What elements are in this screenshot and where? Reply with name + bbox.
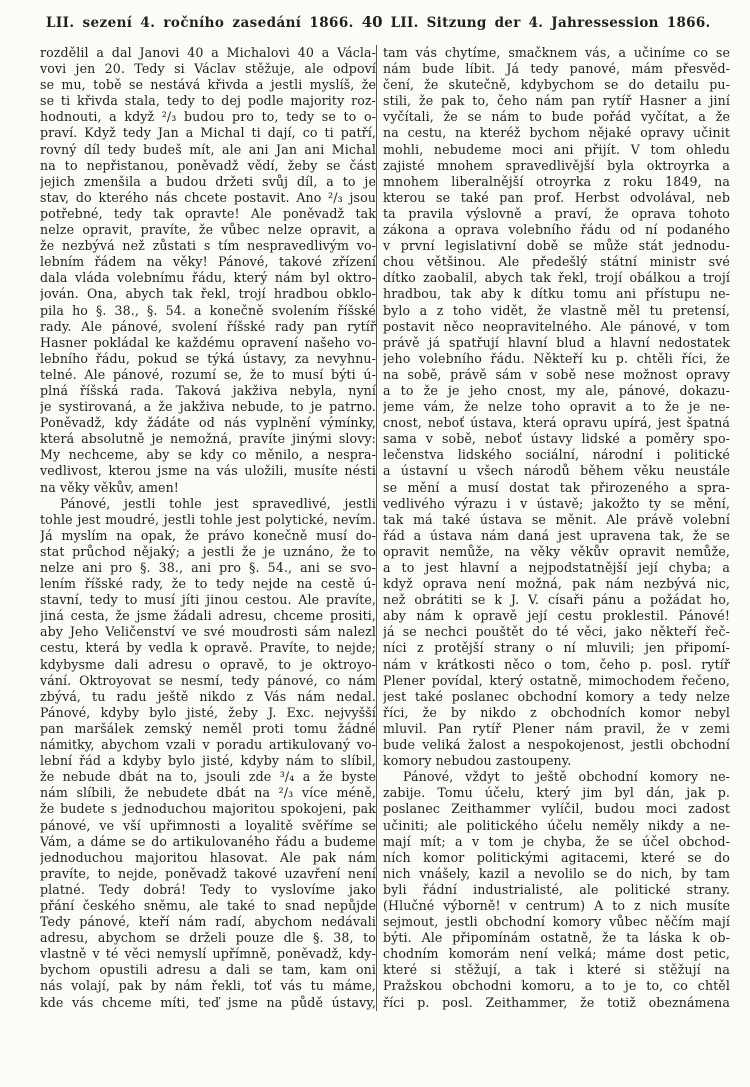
text-line: kdybysme dali adresu o opravě, to je oktroyo- <box>40 656 376 672</box>
text-line: řád a ústava nám daná jest upravena tak, že se <box>383 527 730 543</box>
text-line: Pánové, jestli tohle jest spravedlivé, jestli <box>60 495 376 511</box>
text-line: mají mít; a v tom je chyba, že se účel obchod- <box>383 833 730 849</box>
text-line: aby Jeho Veličenství ve své moudrosti sám nalezl <box>40 624 376 640</box>
text-line: praví. Když tedy Jan a Michal ti dají, co ti patří, <box>40 125 376 141</box>
text-line: vání. Oktroyovat se nesmí, tedy pánové, co nám <box>40 672 376 688</box>
text-line: rady. Ale pánové, svolení říšské rady pan rytíř <box>40 318 376 334</box>
text-line: jejich zmenšila a budou držeti svůj díl, a to je <box>40 173 376 189</box>
text-line: že nebude dbát na to, jsouli zde ³/₄ a že byste <box>40 769 376 785</box>
text-line: stili, že pak to, čeho nám pan rytíř Hasner a jiní <box>383 93 730 109</box>
text-line: lením říšské rady, že to tedy nejde na cestě ú- <box>40 576 376 592</box>
text-line: pan maršálek zemský neměl proti tomu žádné <box>40 720 376 736</box>
text-line: níci z protější strany o ní mluvili; jen připomí- <box>383 640 730 656</box>
text-line: Tedy pánové, kteří nám radí, abychom nedávali <box>40 914 376 930</box>
text-line: která absolutně je nemožná, pravíte jinými slovy: <box>40 431 376 447</box>
text-line: pánové, ve vší upřimnosti a loyalitě svěříme se <box>40 817 376 833</box>
text-line: stav, do kterého nás chcete postavit. Ano ²/₃ jsou <box>40 189 376 205</box>
text-line: a to že je jeho cnost, my ale, pánové, dokazu- <box>383 382 730 398</box>
text-line: které si stěžují, a tak i které si stěžují na <box>383 962 730 978</box>
text-line: chou většinou. Ale předešlý státní ministr své <box>383 254 730 270</box>
text-line: potřebné, tedy tak opravte! Ale poněvadž tak <box>40 205 376 221</box>
text-line: tohle jest moudré, jestli tohle jest polytické, nevím. <box>40 511 376 527</box>
text-line: jednoduchou majoritou hlasovat. Ale pak nám <box>40 849 376 865</box>
column-divider-rule <box>376 45 377 1011</box>
text-line: mnohem liberalnější otroyrka z roku 1849, na <box>383 173 730 189</box>
text-line: stavní, tedy to musí jíti jinou cestou. Ale pravíte, <box>40 592 376 608</box>
text-line: poslanec Zeithammer vylíčil, budou moci zadost <box>383 801 730 817</box>
text-line: jován. Ona, abych tak řekl, trojí hradbou obklo- <box>40 286 376 302</box>
text-line: (Hlučné výborně! v centrum) A to z nich musíte <box>383 897 730 913</box>
text-line: nich vnášely, kazil a nevolilo se do nich, by tam <box>383 865 730 881</box>
text-line: se ti křivda stala, tedy to dej podle majority roz- <box>40 93 376 109</box>
text-line: Pražskou obchodni komoru, a to je to, co chtěl <box>383 978 730 994</box>
text-line: nám v krátkosti něco o tom, čeho p. posl. rytíř <box>383 656 730 672</box>
text-line: mluvil. Pan rytíř Plener nám pravil, že v zemi <box>383 720 730 736</box>
text-line: čení, že skutečně, kdybychom se do detailu pu- <box>383 77 730 93</box>
text-line: jeho volebního řádu. Někteří ku p. chtěli říci, že <box>383 350 730 366</box>
text-line: Vám, a dáme se do artikulovaného řádu a budeme <box>40 833 376 849</box>
text-line: nelze ani pro §. 38., ani pro §. 54., ani se svo- <box>40 560 376 575</box>
text-line: právě já spatřují hlavní blud a hlavní nedostatek <box>383 334 730 350</box>
text-line: pila ho §. 38., §. 54. a konečně svolením říšské <box>40 302 376 318</box>
text-line: na sobě, právě sám v sobě nese možnost opravy <box>383 366 730 382</box>
text-line: pravíte, to nejde, poněvadž takové uzavření není <box>40 865 376 881</box>
text-line: že budete s jednoduchou majoritou spokojeni, pak <box>40 801 376 817</box>
text-line: vedlivost, kterou jsme na vás uložili, musíte nésti <box>40 463 376 479</box>
text-line: lební řád a kdyby bylo jisté, kdyby nám to slíbil, <box>40 753 376 769</box>
text-line: postavit něco neopravitelného. Ale pánové, v tom <box>383 318 730 334</box>
text-line: nám slíbili, že nebudete dbát na ²/₃ více méně, <box>40 785 376 801</box>
text-line: cnost, neboť ústava, která opravu upírá, jest špatná <box>383 415 730 431</box>
text-line: říci, že by nikdo z obchodních komor nebyl <box>383 704 730 720</box>
text-line: plná říšská rada. Taková jakživa nebyla, nyní <box>40 382 376 398</box>
text-line: v první legislativní době se může stát jednodu- <box>383 238 730 254</box>
text-line: rovný díl tedy budeš mít, ale ani Jan ani Michal <box>40 141 376 157</box>
text-line: chodním komorám není velká; máme dost petic, <box>383 946 730 962</box>
text-line: Pánové, kdyby bylo jisté, žeby J. Exc. nejvyšší <box>40 704 376 720</box>
right-text-column <box>383 45 730 1011</box>
text-line: dítko zaobalil, abych tak řekl, trojí obálkou a trojí <box>383 270 730 286</box>
text-line: než obrátiti se k J. V. císaři pánu a požádat ho, <box>383 592 730 608</box>
text-line: nelze opravit, pravíte, že vůbec nelze opravit, a <box>40 222 376 238</box>
text-line: se mu, tobě se nestává křivda a jestli myslíš, že <box>40 77 376 93</box>
text-line: Pánové, vždyt to ještě obchodní komory ne- <box>403 769 730 785</box>
text-line: opravit nemůže, na věky věkův opravit nemůže, <box>383 543 730 559</box>
page-body <box>40 45 730 1011</box>
text-line: zbývá, tu radu ještě nikdo z Vás nám nedal. <box>40 688 376 704</box>
text-line: jiná cesta, že jsme žádali adresu, chceme prositi, <box>40 608 376 624</box>
text-line: učiniti; ale politického účelu neměly nikdy a ne- <box>383 817 730 833</box>
text-line: stat průchod nějaký; a jestli že je uznáno, že to <box>40 543 376 559</box>
text-line: aby nám k opravě její cestu proklestil. Pánové! <box>383 608 730 624</box>
text-line: bude veliká žalost a nespokojenost, jestli obchodní <box>383 737 730 753</box>
text-line: bylo a z toho vidět, že vlastně měl tu pretensí, <box>383 302 730 318</box>
text-line: adresu, abychom se drželi pouze dle §. 38, to <box>40 930 376 946</box>
header-german-session-title: LII. Sitzung der 4. Jahressession 1866. <box>390 15 711 31</box>
text-line: Hasner pokládal ke každému opravení našeho vo- <box>40 334 376 350</box>
text-line: byli řádní industrialisté, ale politické strany. <box>383 881 730 897</box>
text-line: telné. Ale pánové, rozumí se, že to musí býti ú- <box>40 366 376 382</box>
text-line: Plener povídal, který ostatně, mimochodem řečeno, <box>383 672 730 688</box>
text-line: komory nebudou zastoupeny. <box>383 753 572 769</box>
text-line: sama v sobě, neboť ústavy lidské a poměry spo- <box>383 431 730 447</box>
text-line: My nechceme, aby se kdy co měnilo, a nespra- <box>40 447 376 463</box>
text-line: na to nepřistanou, poněvadž vědí, žeby se část <box>40 157 376 173</box>
text-line: hodnouti, a když ²/₃ budou pro to, tedy se to o- <box>40 109 376 125</box>
text-line: vovi jen 20. Tedy si Václav stěžuje, ale odpoví <box>40 61 376 77</box>
text-line: mohli, nebudeme moci ani přijít. V tom ohledu <box>383 141 730 157</box>
text-line: ta pravila výslovně a praví, že oprava tohoto <box>383 205 730 221</box>
text-line: kterou se také pan prof. Herbst odvolával, neb <box>383 189 730 205</box>
text-line: lebního řádu, pokud se týká ústavy, za nevyhnu- <box>40 350 376 366</box>
text-line: jeme vám, že nelze toho opravit a to že je ne- <box>383 399 730 415</box>
text-line: vedlivého výrazu i v ústavě; jakožto ty se mění, <box>383 495 730 511</box>
text-line: rozdělil a dal Janovi 40 a Michalovi 40 a Václa- <box>40 45 376 60</box>
text-line: že nezbývá než zůstati s tím nespravedlivým vo- <box>40 238 376 254</box>
text-line: na cestu, na kteréž bychom nějaké opravy učinit <box>383 125 730 141</box>
text-line: vyčítali, že se nám to bude pořád vyčítat, a že <box>383 109 730 125</box>
page-number: 40 <box>361 13 383 31</box>
text-line: hradbou, tak aby k dítku tomu ani přístupu ne- <box>383 286 730 302</box>
text-line: přání českého sněmu, ale také to snad nepůjde <box>40 897 376 913</box>
text-line: jest také poslanec obchodní komory a tedy nelze <box>383 688 730 704</box>
text-line: a ústavní u všech národů během věku neustále <box>383 463 730 479</box>
text-line: vlastně v té věci nemyslí upřímně, poněvadž, kdy- <box>40 946 376 962</box>
header-czech-session-title: LII. sezení 4. ročního zasedání 1866. <box>46 15 354 31</box>
text-line: nám bude líbit. Já tedy panové, mám přesvěd- <box>383 61 730 77</box>
text-line: lečenstva lidského sociální, národní i politické <box>383 447 730 463</box>
text-line: se mění a musí dostat tak přirozeného a spra- <box>383 479 730 495</box>
text-line: když oprava není možná, pak nám nezbývá nic, <box>383 576 730 592</box>
text-line: Poněvadž, kdy žádáte od nás vyplnění výmínky, <box>40 415 376 431</box>
text-line: říci p. posl. Zeithammer, že totiž obeznámena <box>383 994 730 1010</box>
text-line: cestu, která by vedla k opravě. Pravíte, to nejde; <box>40 640 376 656</box>
text-line: kde vás chceme míti, teď jsme na půdě ústavy, <box>40 994 376 1010</box>
text-line: já se nechci pouštět do té věci, jako někteří řeč- <box>383 624 730 640</box>
text-line: zabije. Tomu účelu, který jim byl dán, jak p. <box>383 785 730 801</box>
text-line: a to jest hlavní a nejpodstatnější její chyba; a <box>383 560 730 575</box>
text-line: platné. Tedy dobrá! Tedy to vyslovíme jako <box>40 881 376 897</box>
text-line: tak má také ústava se měnit. Ale právě volební <box>383 511 730 527</box>
text-line: je systirovaná, a že jakživa nebude, to je patrno. <box>40 399 376 415</box>
text-line: sejmout, jestli obchodní komory vůbec něčím mají <box>383 914 730 930</box>
text-line: lebním řádem na věky! Pánové, takové zřízení <box>40 254 376 270</box>
page-header <box>46 13 711 31</box>
text-line: nás volají, pak by nám řekli, toť vás tu máme, <box>40 978 376 994</box>
text-line: býti. Ale připomínám ostatně, že ta láska k ob- <box>383 930 730 946</box>
text-line: námitky, abychom vzali v poradu artikulovaný vo- <box>40 737 376 753</box>
text-line: na věky věkův, amen! <box>40 479 179 495</box>
text-line: bychom opustili adresu a dali se tam, kam oni <box>40 962 376 978</box>
left-text-column <box>40 45 376 1011</box>
text-line: zákona a oprava volebního řádu od ní podaného <box>383 222 730 238</box>
text-line: dala vláda volebnímu řádu, který nám byl oktro- <box>40 270 376 286</box>
text-line: Já myslím na opak, že právo konečně musí do- <box>40 527 376 543</box>
text-line: zajisté mnohem spravedlivější byla oktroyrka a <box>383 157 730 173</box>
text-line: ních komor politickými agitacemi, které se do <box>383 849 730 865</box>
text-line: tam vás chytíme, smačknem vás, a učiníme co se <box>383 45 730 60</box>
